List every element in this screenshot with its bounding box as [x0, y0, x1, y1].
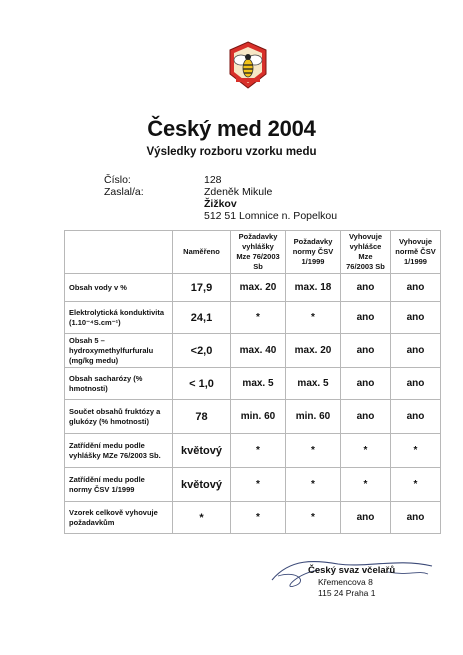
vyhovuje-norme-cell: ano	[391, 400, 441, 434]
vyhovuje-norme-cell: *	[391, 434, 441, 468]
sample-info	[104, 174, 424, 224]
vyhlaska-cell: min. 60	[231, 400, 286, 434]
measured-cell: 24,1	[173, 302, 231, 334]
vyhovuje-vyhlasce-cell: ano	[341, 334, 391, 368]
norma-cell: *	[286, 434, 341, 468]
column-header	[65, 231, 173, 274]
column-header: Vyhovuje normě ČSV 1/1999	[391, 231, 441, 274]
measured-cell: 78	[173, 400, 231, 434]
vyhovuje-vyhlasce-cell: ano	[341, 502, 391, 534]
vyhlaska-cell: *	[231, 302, 286, 334]
cislo-value: 128	[204, 174, 222, 186]
norma-cell: max. 5	[286, 368, 341, 400]
norma-cell: min. 60	[286, 400, 341, 434]
vyhlaska-cell: max. 5	[231, 368, 286, 400]
column-header: Naměřeno	[173, 231, 231, 274]
vyhovuje-norme-cell: ano	[391, 502, 441, 534]
zaslal-address: 512 51 Lomnice n. Popelkou	[204, 210, 338, 222]
parameter-cell: Součet obsahů fruktózy a glukózy (% hmotnosti)	[65, 400, 173, 434]
bee-emblem-icon	[226, 40, 270, 90]
zaslal-town: Žižkov	[204, 198, 237, 210]
cislo-label: Číslo:	[104, 174, 131, 186]
page-subtitle: Výsledky rozboru vzorku medu	[146, 146, 317, 158]
vyhovuje-norme-cell: *	[391, 468, 441, 502]
column-header: Požadavky vyhlášky Mze 76/2003 Sb	[231, 231, 286, 274]
zaslal-name: Zdeněk Mikule	[204, 186, 273, 198]
parameter-cell: Zatřídění medu podle vyhlášky MZe 76/2003 Sb.	[65, 434, 173, 468]
norma-cell: *	[286, 468, 341, 502]
parameter-cell: Obsah vody v %	[65, 274, 173, 302]
vyhlaska-cell: *	[231, 502, 286, 534]
measured-cell: 17,9	[173, 274, 231, 302]
stamp-org-name: Český svaz včelařů	[308, 565, 396, 576]
measured-cell: < 1,0	[173, 368, 231, 400]
vyhovuje-norme-cell: ano	[391, 274, 441, 302]
table-row	[65, 302, 441, 334]
vyhovuje-norme-cell: ano	[391, 302, 441, 334]
vyhovuje-norme-cell: ano	[391, 334, 441, 368]
column-header: Vyhovuje vyhlášce Mze 76/2003 Sb	[341, 231, 391, 274]
table-row	[65, 334, 441, 368]
norma-cell: max. 18	[286, 274, 341, 302]
vyhovuje-vyhlasce-cell: ano	[341, 302, 391, 334]
vyhovuje-vyhlasce-cell: ano	[341, 400, 391, 434]
page-title: Český med 2004	[147, 116, 316, 141]
table-row	[65, 368, 441, 400]
zaslal-label: Zaslal/a:	[104, 186, 144, 198]
stamp-city: 115 24 Praha 1	[318, 588, 376, 598]
parameter-cell: Elektrolytická konduktivita (1.10⁻⁴S.cm⁻¹)	[65, 302, 173, 334]
vyhovuje-vyhlasce-cell: *	[341, 468, 391, 502]
norma-cell: max. 20	[286, 334, 341, 368]
parameter-cell: Obsah sacharózy (% hmotnosti)	[65, 368, 173, 400]
norma-cell: *	[286, 502, 341, 534]
stamp-street: Křemencova 8	[318, 577, 373, 587]
measured-cell: *	[173, 502, 231, 534]
measured-cell: květový	[173, 468, 231, 502]
table-row	[65, 468, 441, 502]
table-row	[65, 274, 441, 302]
vyhlaska-cell: *	[231, 468, 286, 502]
vyhlaska-cell: max. 20	[231, 274, 286, 302]
measured-cell: <2,0	[173, 334, 231, 368]
vyhlaska-cell: *	[231, 434, 286, 468]
parameter-cell: Vzorek celkově vyhovuje požadavkům	[65, 502, 173, 534]
parameter-cell: Zatřídění medu podle normy ČSV 1/1999	[65, 468, 173, 502]
vyhlaska-cell: max. 40	[231, 334, 286, 368]
column-header: Požadavky normy ČSV 1/1999	[286, 231, 341, 274]
organization-stamp	[268, 552, 438, 612]
table-header-row	[65, 231, 441, 274]
vyhovuje-norme-cell: ano	[391, 368, 441, 400]
vyhovuje-vyhlasce-cell: *	[341, 434, 391, 468]
measured-cell: květový	[173, 434, 231, 468]
table-row	[65, 502, 441, 534]
table-row	[65, 434, 441, 468]
parameter-cell: Obsah 5 – hydroxymethylfurfuralu (mg/kg medu)	[65, 334, 173, 368]
norma-cell: *	[286, 302, 341, 334]
vyhovuje-vyhlasce-cell: ano	[341, 274, 391, 302]
results-table	[64, 230, 441, 534]
table-row	[65, 400, 441, 434]
vyhovuje-vyhlasce-cell: ano	[341, 368, 391, 400]
